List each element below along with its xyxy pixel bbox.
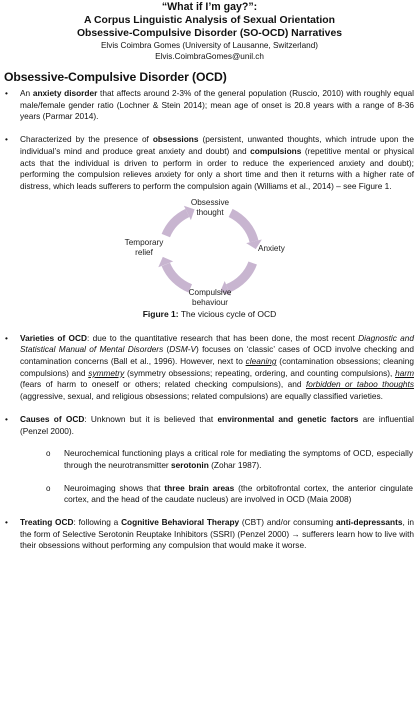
bullet-characterization: • Characterized by the presence of obsessions (persistent, unwanted thoughts, which intrude upon the individual’s mind and produce great anxiety and doubt) and compulsions (repetitive mental or physical acts that the individual is driven to perform in order to reduce the experienced anxiety and doubt); performing the compulsion relieves anxiety for only a short time and then it returns with a higher rate of distress, which leads sufferers to perform the compulsion again (Williams et al., 2014) – see Figure 1.	[2, 134, 414, 193]
title-line-2: A Corpus Linguistic Analysis of Sexual Orientation	[84, 15, 335, 26]
bullet-causes: • Causes of OCD: Unknown but it is believed that environmental and genetic factors are influential (Penzel 2000).	[2, 414, 414, 437]
header	[0, 0, 419, 62]
label-compulsive-behaviour: Compulsive behaviour	[188, 287, 232, 307]
author-affiliation: Elvis Coimbra Gomes (University of Lausanne, Switzerland)	[100, 41, 319, 50]
figure-caption: Figure 1: The vicious cycle of OCD	[142, 308, 277, 319]
bullet-prevalence: • An anxiety disorder that affects around 2-3% of the general population (Ruscio, 2010) with roughly equal male/female gender ratio (Lochner & Stein 2014); mean age of onset is 20.8 years with a range of 8-36 years (Parmar 2014).	[2, 88, 414, 123]
bullet-treatment: • Treating OCD: following a Cognitive Behavioral Therapy (CBT) and/or consuming anti-depressants, in the form of Selective Serotonin Reuptake Inhibitors (SSRI) (Penzel 2000) → sufferers learn how to live with their obsessions without performing any compulsion that would make it worse.	[2, 517, 414, 552]
label-anxiety: Anxiety	[258, 243, 285, 253]
cycle-arrows	[158, 205, 261, 295]
figure-ocd-cycle	[0, 193, 419, 308]
author-email: Elvis.CoimbraGomes@unil.ch	[155, 52, 264, 61]
bullet-varieties: • Varieties of OCD: due to the quantitative research that has been done, the most recent Diagnostic and Statistical Manual of Mental Disorders (DSM-V) focuses on ‘classic’ cases of OCD involve checking and contamination concerns (Ball et al., 1996). However, next to cleaning (contamination obsessions; cleaning compulsions) and symmetry (symmetry obsessions; repeating, ordering, and counting compulsions), harm (fears of harm to oneself or others; related checking compulsions), and forbidden or taboo thoughts (aggressive, sexual, and religious obsessions; related compulsions) are equally classified varieties.	[2, 333, 414, 403]
arrow-compulsive-to-relief	[166, 264, 191, 288]
title-line-3: Obsessive-Compulsive Disorder (SO-OCD) Narratives	[76, 28, 343, 39]
label-temporary-relief: Temporary relief	[124, 237, 164, 257]
label-obsessive-thought: Obsessive thought	[190, 197, 230, 217]
arrow-anxiety-to-compulsive	[228, 263, 253, 288]
section-title: Obsessive-Compulsive Disorder (OCD)	[4, 70, 227, 84]
sub-bullet-brain-areas: o Neuroimaging shows that three brain areas (the orbitofrontal cortex, the anterior cingulate cortex, and the head of the caudate nucleus) are involved in OCD (Maia 2008)	[46, 483, 413, 506]
sub-bullet-serotonin: o Neurochemical functioning plays a critical role for mediating the symptoms of OCD, especially through the neurotransmitter serotonin (Zohar 1987).	[46, 448, 413, 471]
title-line-1: “What if I’m gay?”:	[161, 1, 258, 13]
